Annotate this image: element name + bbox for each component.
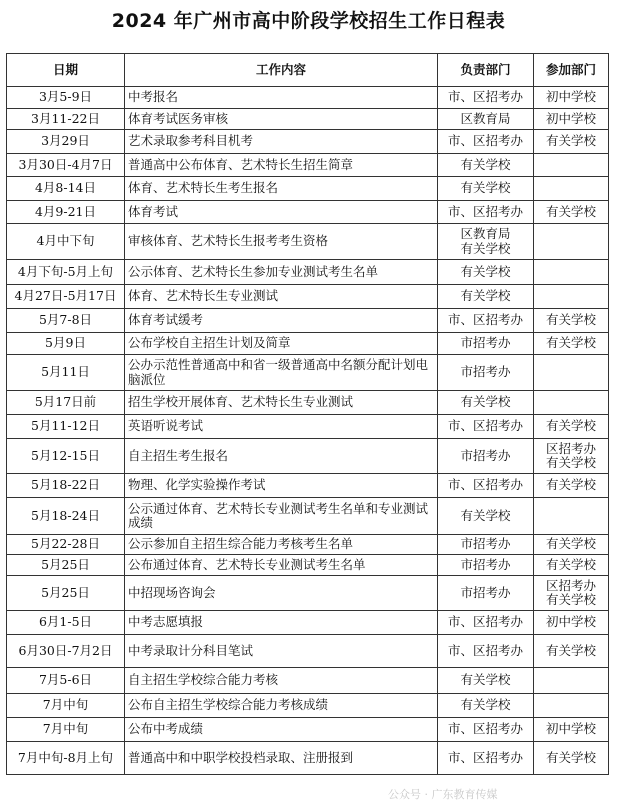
cell-date: 7月中旬: [7, 694, 125, 718]
cell-work: 公布自主招生学校综合能力考核成绩: [125, 694, 438, 718]
cell-work: 自主招生学校综合能力考核: [125, 668, 438, 694]
cell-dept: 市、区招考办: [438, 415, 534, 439]
table-row: [7, 474, 609, 498]
cell-dept: 市招考办: [438, 535, 534, 555]
cell-part: 有关学校: [534, 635, 609, 668]
table-row: [7, 201, 609, 224]
table-header-row: [7, 54, 609, 87]
cell-date: 5月25日: [7, 555, 125, 576]
cell-part: 有关学校: [534, 742, 609, 775]
cell-work: 体育、艺术特长生专业测试: [125, 285, 438, 309]
cell-dept: 市、区招考办: [438, 309, 534, 333]
watermark: 公众号 · 广东教育传媒: [388, 788, 498, 801]
cell-part: 有关学校: [534, 535, 609, 555]
cell-dept: 市招考办: [438, 333, 534, 355]
cell-date: 4月8-14日: [7, 177, 125, 201]
cell-part: 有关学校: [534, 130, 609, 154]
cell-work: 公示通过体育、艺术特长专业测试考生名单和专业测试成绩: [125, 498, 438, 535]
cell-part: [534, 285, 609, 309]
cell-date: 5月25日: [7, 576, 125, 611]
cell-dept: 市招考办: [438, 576, 534, 611]
cell-date: 5月7-8日: [7, 309, 125, 333]
cell-work: 审核体育、艺术特长生报考考生资格: [125, 224, 438, 260]
table-row: [7, 535, 609, 555]
cell-dept: 市招考办: [438, 555, 534, 576]
cell-dept: 有关学校: [438, 285, 534, 309]
cell-dept: 有关学校: [438, 154, 534, 177]
cell-work: 体育考试缓考: [125, 309, 438, 333]
cell-date: 5月11日: [7, 355, 125, 391]
table-row: [7, 718, 609, 742]
cell-date: 5月9日: [7, 333, 125, 355]
cell-work: 招生学校开展体育、艺术特长生专业测试: [125, 391, 438, 415]
cell-part: [534, 694, 609, 718]
cell-part: 有关学校: [534, 415, 609, 439]
cell-date: 3月11-22日: [7, 109, 125, 130]
cell-date: 6月30日-7月2日: [7, 635, 125, 668]
table-row: [7, 109, 609, 130]
cell-date: 4月中下旬: [7, 224, 125, 260]
cell-dept: 市、区招考办: [438, 474, 534, 498]
cell-work: 公示体育、艺术特长生参加专业测试考生名单: [125, 260, 438, 285]
cell-part: [534, 224, 609, 260]
cell-work: 普通高中公布体育、艺术特长生招生简章: [125, 154, 438, 177]
cell-part: 区招考办 有关学校: [534, 576, 609, 611]
cell-dept: 有关学校: [438, 260, 534, 285]
cell-work: 中考录取计分科目笔试: [125, 635, 438, 668]
cell-date: 5月11-12日: [7, 415, 125, 439]
cell-dept: 有关学校: [438, 177, 534, 201]
cell-work: 英语听说考试: [125, 415, 438, 439]
cell-dept: 市、区招考办: [438, 87, 534, 109]
cell-date: 5月18-24日: [7, 498, 125, 535]
table-row: [7, 130, 609, 154]
cell-date: 5月22-28日: [7, 535, 125, 555]
cell-part: [534, 668, 609, 694]
cell-date: 3月5-9日: [7, 87, 125, 109]
header-dept: 负责部门: [438, 54, 534, 87]
cell-part: [534, 498, 609, 535]
cell-work: 体育、艺术特长生考生报名: [125, 177, 438, 201]
cell-part: [534, 154, 609, 177]
cell-work: 物理、化学实验操作考试: [125, 474, 438, 498]
cell-part: 有关学校: [534, 333, 609, 355]
cell-date: 4月9-21日: [7, 201, 125, 224]
cell-part: 有关学校: [534, 474, 609, 498]
cell-date: 7月中旬: [7, 718, 125, 742]
table-row: [7, 555, 609, 576]
cell-dept: 有关学校: [438, 694, 534, 718]
cell-dept: 有关学校: [438, 391, 534, 415]
cell-work: 中考报名: [125, 87, 438, 109]
cell-work: 普通高中和中职学校投档录取、注册报到: [125, 742, 438, 775]
cell-date: 7月中旬-8月上旬: [7, 742, 125, 775]
cell-work: 公示参加自主招生综合能力考核考生名单: [125, 535, 438, 555]
cell-dept: 市招考办: [438, 355, 534, 391]
cell-date: 5月17日前: [7, 391, 125, 415]
cell-dept: 有关学校: [438, 668, 534, 694]
table-row: [7, 154, 609, 177]
cell-date: 5月12-15日: [7, 439, 125, 474]
cell-dept: 市、区招考办: [438, 718, 534, 742]
table-row: [7, 694, 609, 718]
table-row: [7, 285, 609, 309]
cell-dept: 市、区招考办: [438, 635, 534, 668]
cell-part: [534, 355, 609, 391]
cell-work: 公办示范性普通高中和省一级普通高中名额分配计划电脑派位: [125, 355, 438, 391]
cell-part: 初中学校: [534, 109, 609, 130]
cell-date: 6月1-5日: [7, 611, 125, 635]
header-work: 工作内容: [125, 54, 438, 87]
cell-part: 有关学校: [534, 201, 609, 224]
cell-date: 3月30日-4月7日: [7, 154, 125, 177]
cell-part: 初中学校: [534, 611, 609, 635]
cell-dept: 区教育局: [438, 109, 534, 130]
table-row: [7, 224, 609, 260]
cell-dept: 市、区招考办: [438, 611, 534, 635]
table-row: [7, 309, 609, 333]
cell-work: 艺术录取参考科目机考: [125, 130, 438, 154]
table-row: [7, 260, 609, 285]
schedule-table: [6, 53, 609, 775]
cell-part: [534, 177, 609, 201]
table-row: [7, 742, 609, 775]
cell-dept: 区教育局 有关学校: [438, 224, 534, 260]
table-row: [7, 439, 609, 474]
cell-dept: 市、区招考办: [438, 130, 534, 154]
cell-dept: 有关学校: [438, 498, 534, 535]
cell-part: 有关学校: [534, 555, 609, 576]
cell-work: 公布通过体育、艺术特长专业测试考生名单: [125, 555, 438, 576]
cell-date: 4月27日-5月17日: [7, 285, 125, 309]
cell-dept: 市招考办: [438, 439, 534, 474]
table-row: [7, 635, 609, 668]
cell-work: 体育考试: [125, 201, 438, 224]
cell-part: 区招考办 有关学校: [534, 439, 609, 474]
cell-part: 初中学校: [534, 87, 609, 109]
header-part: 参加部门: [534, 54, 609, 87]
table-row: [7, 87, 609, 109]
page-title: 2024 年广州市高中阶段学校招生工作日程表: [111, 10, 506, 32]
cell-work: 中考志愿填报: [125, 611, 438, 635]
table-row: [7, 391, 609, 415]
table-row: [7, 415, 609, 439]
cell-dept: 市、区招考办: [438, 742, 534, 775]
table-row: [7, 333, 609, 355]
table-row: [7, 498, 609, 535]
cell-work: 公布学校自主招生计划及简章: [125, 333, 438, 355]
cell-work: 公布中考成绩: [125, 718, 438, 742]
cell-part: 有关学校: [534, 309, 609, 333]
cell-work: 自主招生考生报名: [125, 439, 438, 474]
header-date: 日期: [7, 54, 125, 87]
cell-work: 体育考试医务审核: [125, 109, 438, 130]
cell-date: 7月5-6日: [7, 668, 125, 694]
table-row: [7, 576, 609, 611]
table-row: [7, 668, 609, 694]
cell-part: 初中学校: [534, 718, 609, 742]
cell-work: 中招现场咨询会: [125, 576, 438, 611]
cell-dept: 市、区招考办: [438, 201, 534, 224]
table-row: [7, 355, 609, 391]
table-row: [7, 611, 609, 635]
table-row: [7, 177, 609, 201]
cell-date: 5月18-22日: [7, 474, 125, 498]
cell-part: [534, 391, 609, 415]
cell-date: 3月29日: [7, 130, 125, 154]
cell-date: 4月下旬-5月上旬: [7, 260, 125, 285]
cell-part: [534, 260, 609, 285]
